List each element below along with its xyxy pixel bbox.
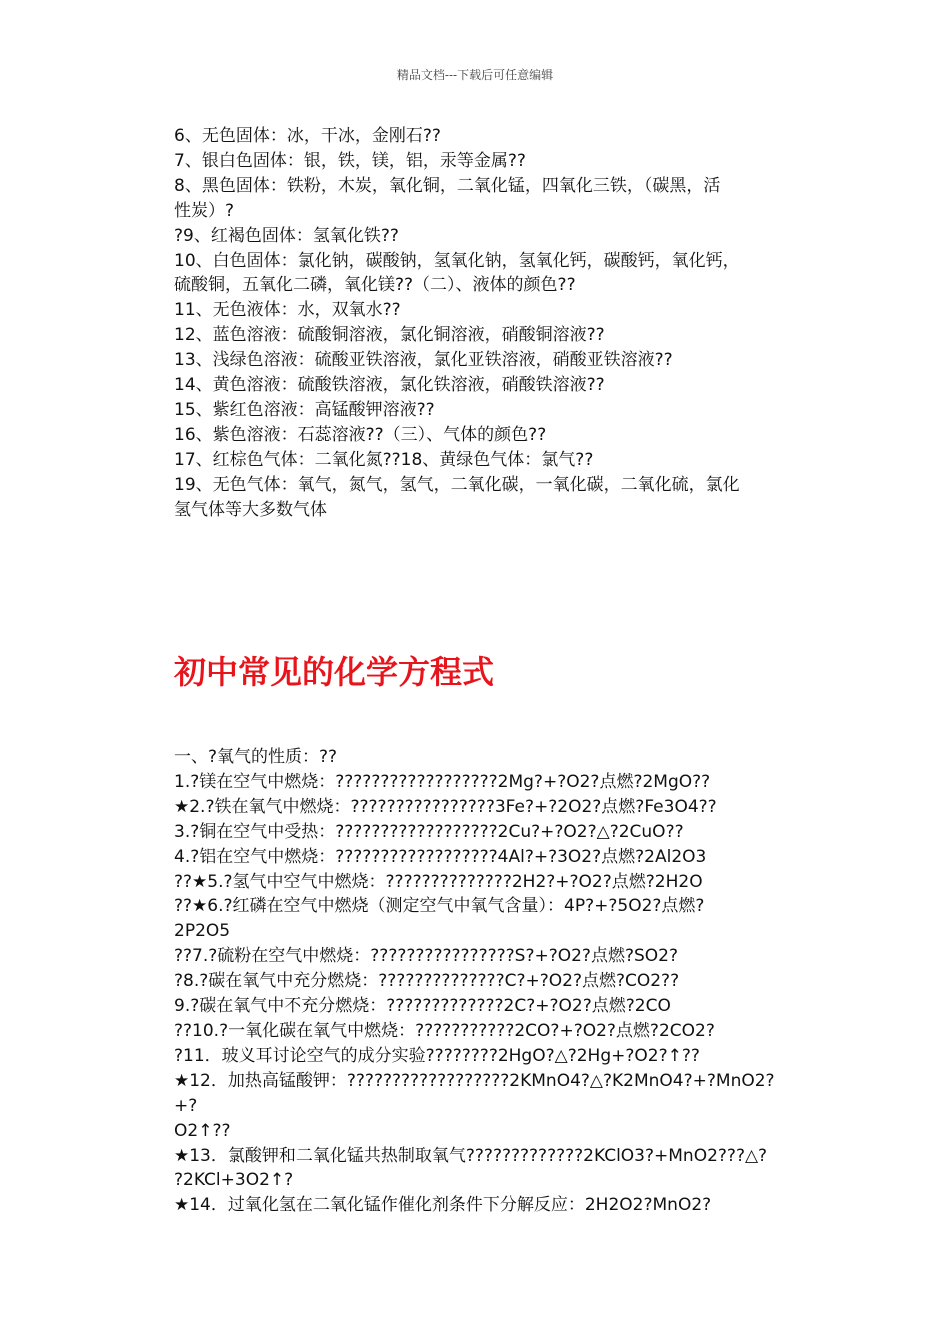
equation-line: ??★5.?氢气中空气中燃烧：??????????????2H2?+?O2?点燃?2H2O (174, 871, 703, 892)
text-line: 15、紫红色溶液：高锰酸钾溶液?? (174, 399, 435, 420)
equation-line: 9.?碳在氧气中不充分燃烧：?????????????2C?+?O2?点燃?2CO (174, 996, 671, 1017)
text-line: ?9、红褐色固体：氢氧化铁?? (174, 225, 399, 246)
equation-line: O2↑?? (174, 1120, 231, 1141)
equation-line: ★13．氯酸钾和二氧化锰共热制取氧气?????????????2KClO3?+MnO2???△? (174, 1145, 768, 1166)
equation-line: 1.?镁在空气中燃烧：??????????????????2Mg?+?O2?点燃?2MgO?? (174, 771, 711, 792)
text-line: 12、蓝色溶液：硫酸铜溶液，氯化铜溶液，硝酸铜溶液?? (174, 325, 605, 346)
color-list (174, 124, 814, 523)
text-line: 6、无色固体：冰，干冰，金刚石?? (174, 126, 441, 146)
equation-line: ??10.?一氧化碳在氧气中燃烧：???????????2CO?+?O2?点燃?2CO2? (174, 1020, 715, 1041)
equation-line: 3.?铜在空气中受热：??????????????????2Cu?+?O2?△?2CuO?? (174, 821, 684, 842)
equation-line: ★14．过氧化氢在二氧化锰作催化剂条件下分解反应：2H2O2?MnO2? (174, 1195, 712, 1216)
equation-line: ★12．加热高锰酸钾：??????????????????2KMnO4?△?K2MnO4?+?MnO2? (174, 1070, 775, 1091)
page-header: 精品文档---下载后可任意编辑 (396, 68, 554, 82)
equation-line: ?11．玻义耳讨论空气的成分实验????????2HgO?△?2Hg+?O2?↑?? (174, 1045, 700, 1066)
text-line: 11、无色液体：水，双氧水?? (174, 300, 401, 321)
text-line: 16、紫色溶液：石蕊溶液??（三）、气体的颜色?? (174, 424, 547, 445)
text-line: 8、黑色固体：铁粉，木炭，氧化铜，二氧化锰，四氧化三铁，（碳黑，活 (174, 175, 721, 196)
text-line: 19、无色气体：氧气，氮气，氢气，二氧化碳，一氧化碳，二氧化硫，氯化 (174, 474, 740, 495)
equation-line: ★2.?铁在氧气中燃烧：????????????????3Fe?+?2O2?点燃?Fe3O4?? (174, 796, 717, 817)
equation-line: ??7.?硫粉在空气中燃烧：????????????????S?+?O2?点燃?SO2? (174, 946, 678, 967)
text-line: 硫酸铜，五氧化二磷，氧化镁??（二）、液体的颜色?? (174, 275, 576, 296)
equation-line: ?8.?碳在氧气中充分燃烧：??????????????C?+?O2?点燃?CO2?? (174, 971, 680, 992)
equation-list (174, 745, 814, 1218)
equation-line: 2P2O5 (174, 921, 231, 942)
equation-line: ?2KCl+3O2↑? (174, 1170, 294, 1191)
text-line: 7、银白色固体：银，铁，镁，铝，汞等金属?? (174, 150, 526, 171)
text-line: 17、红棕色气体：二氧化氮??18、黄绿色气体：氯气?? (174, 449, 594, 470)
section-title: 初中常见的化学方程式 (174, 653, 495, 691)
text-line: 10、白色固体：氯化钠，碳酸钠，氢氧化钠，氢氧化钙，碳酸钙，氧化钙， (174, 250, 740, 271)
text-line: 氢气体等大多数气体 (174, 499, 327, 520)
text-line: 性炭）? (174, 200, 235, 221)
equation-line: +? (174, 1095, 198, 1116)
equation-line: ??★6.?红磷在空气中燃烧（测定空气中氧气含量）：4P?+?5O2?点燃? (174, 896, 705, 917)
text-line: 14、黄色溶液：硫酸铁溶液，氯化铁溶液，硝酸铁溶液?? (174, 375, 605, 396)
equation-line: 4.?铝在空气中燃烧：??????????????????4Al?+?3O2?点燃?2Al2O3 (174, 846, 707, 867)
equation-line: 一、?氧气的性质：?? (174, 747, 338, 767)
text-line: 13、浅绿色溶液：硫酸亚铁溶液，氯化亚铁溶液，硝酸亚铁溶液?? (174, 350, 673, 371)
